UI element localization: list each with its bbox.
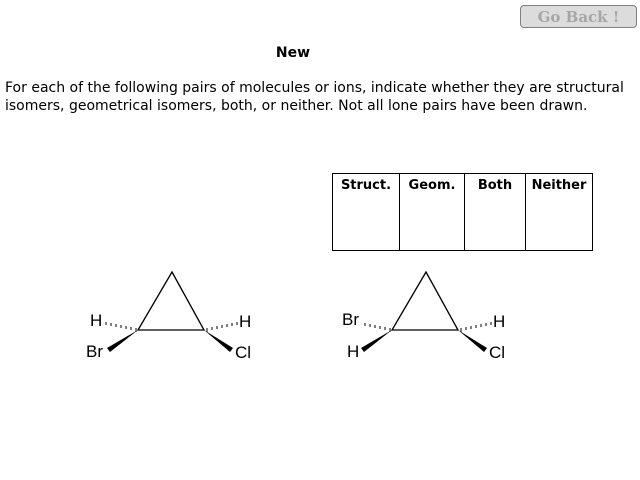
wedge-bond-lower-right (204, 330, 233, 352)
cyclopropane-ring (392, 272, 458, 330)
go-back-button[interactable]: Go Back ! (520, 5, 637, 28)
atom-label: H (90, 311, 103, 330)
atom-label: Cl (489, 343, 506, 362)
answer-cell-both[interactable]: Both (465, 174, 526, 251)
wedge-bond-lower-right (458, 330, 487, 352)
atom-label: H (239, 312, 252, 331)
instructions-text: For each of the following pairs of molecules or ions, indicate whether they are structural isomers, geometrical isomers, both, or neither. Not all lone pairs have been drawn. (5, 80, 624, 114)
atom-label: Br (86, 342, 103, 361)
atom-label: Br (342, 310, 359, 329)
hashed-bond-upper-left (365, 323, 390, 332)
page-title: New (275, 45, 311, 61)
hashed-bond-upper-right (461, 322, 491, 332)
answer-row (333, 174, 593, 251)
molecule-right (334, 262, 534, 372)
wedge-bond-lower-left (107, 330, 138, 352)
answer-cell-structural[interactable]: Struct. (333, 174, 400, 251)
atom-label: H (347, 342, 360, 361)
answer-cell-geometrical[interactable]: Geom. (400, 174, 465, 251)
molecule-left (80, 262, 280, 372)
atom-label: Cl (235, 343, 252, 362)
hashed-bond-upper-right (207, 322, 237, 332)
wedge-bond-lower-left (361, 330, 392, 352)
atom-label: H (493, 312, 506, 331)
answer-cell-neither[interactable]: Neither (526, 174, 593, 251)
answer-table (332, 173, 593, 251)
cyclopropane-ring (138, 272, 204, 330)
hashed-bond-upper-left (106, 322, 136, 332)
